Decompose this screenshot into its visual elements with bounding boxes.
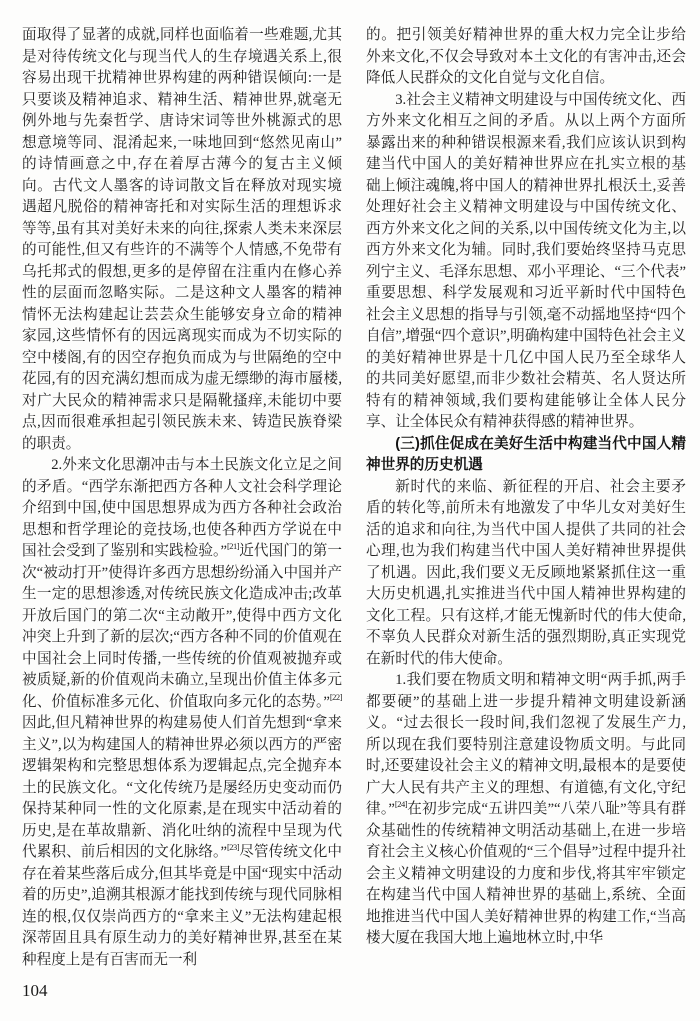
column-left bbox=[22, 25, 342, 971]
text-columns bbox=[22, 25, 686, 971]
paragraph: 2.外来文化思潮冲击与本土民族文化立足之间的矛盾。“西学东渐把西方各种人文社会科学理论介绍到中国,使中国思想界成为西方各种社会政治思想和哲学理论的竞技场,也使各种西方学说在中国社会受到了鉴别和实践检验。”[21]近代国门的第一次“被动打开”使得许多西方思想纷纷涌入中国并产生一定的思想渗透,对传统民族文化造成冲击;改革开放后国门的第二次“主动敞开”,使得中西方文化冲突上升到了新的层次;“西方各种不同的价值观在中国社会上同时传播,一些传统的价值观被抛弃或被质疑,新的价值观尚未确立,呈现出价值主体多元化、价值标准多元化、价值取向多元化的态势。”[22]因此,但凡精神世界的构建易使人们首先想到“拿来主义”,以为构建国人的精神世界必须以西方的严密逻辑架构和完整思想体系为逻辑起点,完全抛弃本土的民族文化。“文化传统乃是屡经历史变动而仍保持某种同一性的文化原素,是在现实中活动着的历史,是在革故鼎新、消化吐纳的流程中呈现为代代累积、前后相因的文化脉络。”[23]尽管传统文化中存在着某些落后成分,但其毕竟是中国“现实中活动着的历史”,追溯其根源才能找到传统与现代同脉相连的根,仅仅崇尚西方的“拿来主义”无法构建起根深蒂固且具有原生动力的美好精神世界,甚至在某种程度上是有百害而无一利 bbox=[22, 457, 342, 968]
column-right bbox=[366, 25, 686, 971]
footnote-ref: [23] bbox=[226, 842, 240, 853]
footnote-ref: [24] bbox=[394, 799, 408, 810]
paragraph: 的。把引领美好精神世界的重大权力完全让步给外来文化,不仅会导致对本土文化的有害冲击,还会降低人民群众的文化自觉与文化自信。 bbox=[366, 27, 686, 86]
paragraph: 1.我们要在物质文明和精神文明“两手抓,两手都要硬”的基础上进一步提升精神文明建设新涵义。“过去很长一段时间,我们忽视了发展生产力,所以现在我们要特别注意建设物质文明。与此同时,还要建设社会主义的精神文明,最根本的是要使广大人民有共产主义的理想、有道德,有文化,守纪律。”[24]在初步完成“五讲四美”“八荣八耻”等具有群众基础性的传统精神文明活动基础上,在进一步培育社会主义核心价值观的“三个倡导”过程中提升社会主义精神文明建设的力度和步伐,将其牢牢锁定在构建当代中国人精神世界的基础上,系统、全面地推进当代中国人美好精神世界的构建工作,“当高楼大厦在我国大地上遍地林立时,中华 bbox=[366, 672, 686, 946]
footnote-ref: [22] bbox=[329, 691, 342, 702]
page-number: 104 bbox=[22, 981, 48, 1000]
paragraph: 面取得了显著的成就,同样也面临着一些难题,尤其是对待传统文化与现当代人的生存境遇关系上,很容易出现干扰精神世界构建的两种错误倾向:一是只要谈及精神追求、精神生活、精神世界,就毫无例外地与先秦哲学、唐诗宋词等世外桃源式的思想意境等同、混淆起来,一味地回到“悠然见南山”的诗情画意之中,存在着厚古薄今的复古主义倾向。古代文人墨客的诗词散文旨在释放对现实境遇超凡脱俗的精神寄托和对实际生活的理想诉求等等,虽有其对美好未来的向往,探索人类未来深层的可能性,但又有些许的不满等个人情感,不免带有乌托邦式的假想,更多的是停留在注重内在修心养性的层面而忽略实际。二是这种文人墨客的精神情怀无法构建起让芸芸众生能够安身立命的精神家园,这些情怀有的因远离现实而成为不切实际的空中楼阁,有的因空存抱负而成为与世隔绝的空中花园,有的因充满幻想而成为虚无缥缈的海市蜃楼,对广大民众的精神需求只是隔靴搔痒,未能切中要点,因而很难承担起引领民族未来、铸造民族脊梁的职责。 bbox=[22, 27, 342, 452]
paragraph: 新时代的来临、新征程的开启、社会主要矛盾的转化等,前所未有地激发了中华儿女对美好生活的追求和向往,为当代中国人提供了共同的社会心理,也为我们构建当代中国人美好精神世界提供了机遇。因此,我们要义无反顾地紧紧抓住这一重大历史机遇,扎实推进当代中国人精神世界构建的文化工程。只有这样,才能无愧新时代的伟大使命,不辜负人民群众对新生活的强烈期盼,真正实现党在新时代的伟大使命。 bbox=[366, 478, 686, 667]
paragraph: 3.社会主义精神文明建设与中国传统文化、西方外来文化相互之间的矛盾。从以上两个方面所暴露出来的种种错误根源来看,我们应该认识到构建当代中国人的美好精神世界应在扎实立根的基础上倾注魂魄,将中国人的精神世界扎根沃土,妥善处理好社会主义精神文明建设与中国传统文化、西方外来文化之间的关系,以中国传统文化为主,以西方外来文化为辅。同时,我们要始终坚持马克思列宁主义、毛泽东思想、邓小平理论、“三个代表”重要思想、科学发展观和习近平新时代中国特色社会主义思想的指导与引领,毫不动摇地坚持“四个自信”,增强“四个意识”,明确构建中国特色社会主义的美好精神世界是十几亿中国人民乃至全球华人的共同美好愿望,而非少数社会精英、名人贤达所特有的精神领域,我们要构建能够让全体人民分享、让全体民众有精神获得感的精神世界。 bbox=[366, 91, 686, 430]
section-heading: (三)抓住促成在美好生活中构建当代中国人精神世界的历史机遇 bbox=[366, 435, 686, 473]
footnote-ref: [21] bbox=[226, 541, 240, 552]
